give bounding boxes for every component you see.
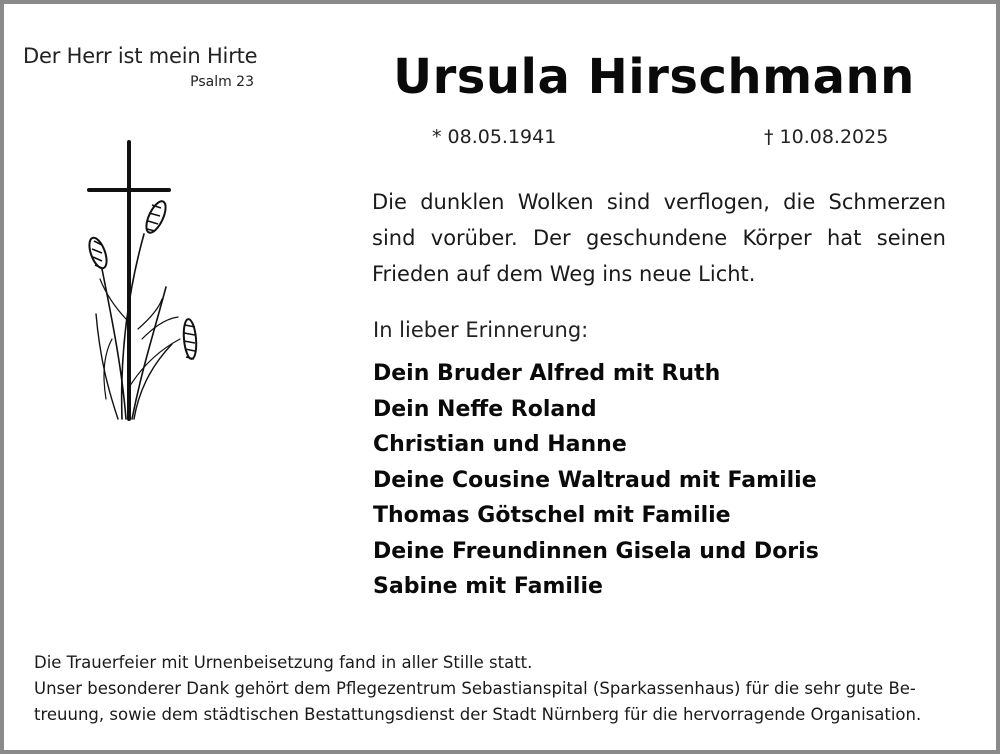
birth-date: * 08.05.1941 bbox=[432, 126, 557, 148]
mourner-entry: Dein Neffe Roland bbox=[373, 396, 597, 422]
remembrance-intro: In lieber Erinnerung: bbox=[373, 318, 589, 342]
thanks-note-line-2: treuung, sowie dem städtischen Bestattungsdienst der Stadt Nürnberg für die hervorragende Organisation. bbox=[34, 705, 922, 724]
mourner-entry: Deine Cousine Waltraud mit Familie bbox=[373, 467, 817, 493]
psalm-reference: Psalm 23 bbox=[190, 74, 254, 90]
mourner-entry: Deine Freundinnen Gisela und Doris bbox=[373, 538, 819, 564]
mourner-entry: Dein Bruder Alfred mit Ruth bbox=[373, 361, 721, 386]
cross-with-wheat-icon bbox=[82, 139, 212, 424]
death-date: † 10.08.2025 bbox=[764, 126, 889, 148]
thanks-note-line-1: Unser besonderer Dank gehört dem Pflegezentrum Sebastianspital (Sparkassenhaus) für die sehr gute Be- bbox=[34, 679, 916, 698]
funeral-note: Die Trauerfeier mit Urnenbeisetzung fand in aller Stille statt. bbox=[34, 653, 533, 672]
mourner-entry: Sabine mit Familie bbox=[373, 574, 603, 599]
mourner-entry: Christian und Hanne bbox=[373, 432, 627, 457]
footer-notes bbox=[34, 650, 954, 728]
mourner-entry: Thomas Götschel mit Familie bbox=[373, 503, 731, 528]
deceased-name: Ursula Hirschmann bbox=[393, 49, 915, 105]
psalm-quote: Der Herr ist mein Hirte bbox=[23, 44, 258, 68]
mourners-list bbox=[373, 356, 819, 605]
memorial-poem: Die dunklen Wolken sind verflogen, die Schmerzen sind vorüber. Der geschundene Körper hat seinen Frieden auf dem Weg ins neue Licht. bbox=[372, 190, 946, 286]
